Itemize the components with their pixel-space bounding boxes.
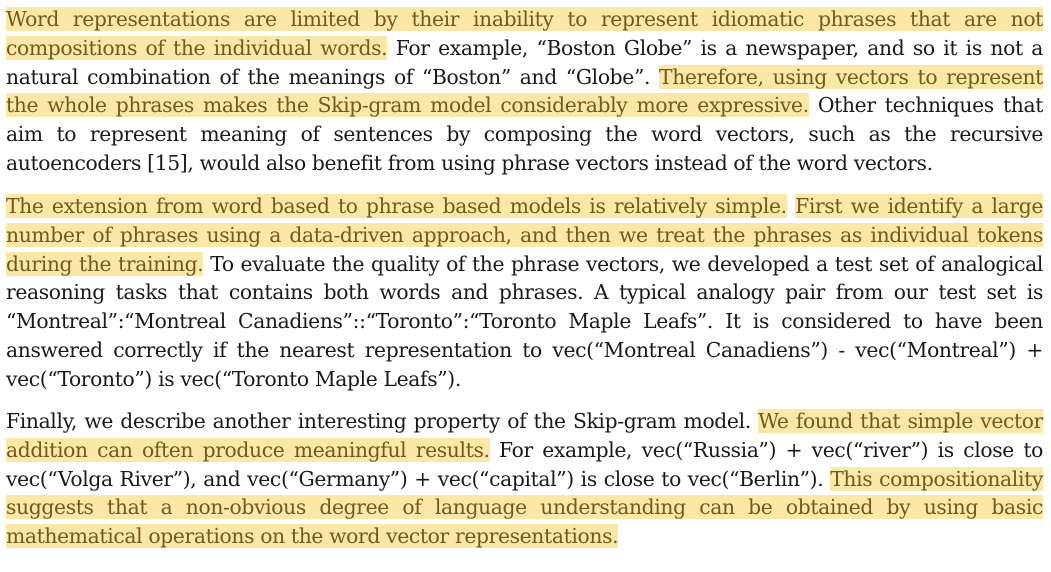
- body-text: [787, 194, 795, 218]
- paragraph-additive-compositionality: [6, 407, 1043, 551]
- body-text: Other techniques that aim to represent meaning of sentences by composing the word vectors, such as the recursive autoencoders [15], would also benefit from using phrase vectors instead of the word vectors.: [6, 93, 1043, 175]
- body-text: For example, “Boston Globe” is a newspaper, and so it is not a natural combination of the meanings of “Boston” and “Globe”.: [6, 35, 1043, 89]
- paragraph-phrase-motivation: [6, 5, 1043, 178]
- highlighted-sentence: We found that simple vector addition can often produce meaningful results.: [6, 409, 1043, 462]
- highlighted-sentence: First we identify a large number of phrases using a data-driven approach, and then we treat the phrases as individual tokens during the training.: [6, 194, 1043, 276]
- body-text: For example, vec(“Russia”) + vec(“river”) is close to vec(“Volga River”), and vec(“Germany”) + vec(“capital”) is close to vec(“Berlin”).: [6, 437, 1043, 491]
- body-text: To evaluate the quality of the phrase vectors, we developed a test set of analogical reasoning tasks that contains both words and phrases. A typical analogy pair from our test set is “Montreal”:“Montreal Canadiens”::“Toronto”:“Toronto Maple Leafs”. It is considered to have been answered correctly if the nearest representation to vec(“Montreal Canadiens”) - vec(“Montreal”) + vec(“Toronto”) is vec(“Toronto Maple Leafs”).: [6, 251, 1043, 391]
- highlighted-sentence: Word representations are limited by their inability to represent idiomatic phrases that are not compositions of the individual words.: [6, 7, 1043, 60]
- highlighted-sentence: This compositionality suggests that a non-obvious degree of language understanding can be obtained by using basic mathematical operations on the word vector representations.: [6, 466, 1043, 549]
- body-text: Finally, we describe another interesting property of the Skip-gram model.: [6, 409, 759, 433]
- highlighted-sentence: Therefore, using vectors to represent the whole phrases makes the Skip-gram model considerably more expressive.: [6, 64, 1043, 118]
- highlighted-sentence: The extension from word based to phrase based models is relatively simple.: [6, 194, 787, 218]
- paragraph-phrase-extension: [6, 192, 1043, 394]
